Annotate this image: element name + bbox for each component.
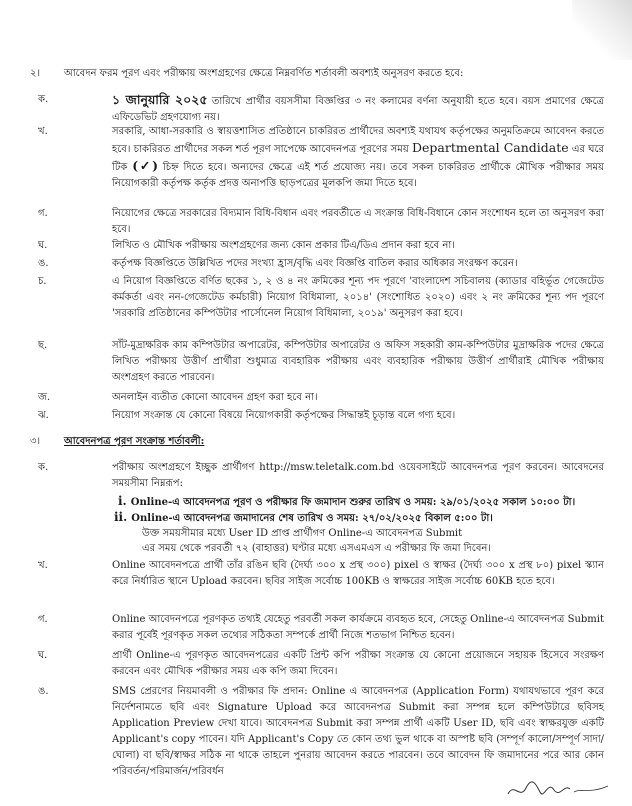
clause-marker: ঙ. (38, 686, 49, 697)
clause-2-gha (38, 238, 604, 254)
clause-2-kha (38, 124, 604, 192)
deadline-end-label: Online-এ আবেদনপত্র জমাদানের শেষ তারিখ ও সময়: (131, 513, 359, 524)
section-3-heading (30, 434, 604, 450)
clause-2-jha (38, 408, 604, 424)
clause-marker: খ. (38, 560, 48, 571)
signature-stroke (504, 774, 614, 802)
deadline-start-label: Online-এ আবেদনপত্র পূরণ ও পরীক্ষার ফি জমাদান শুরুর তারিখ ও সময়: (130, 497, 437, 508)
clause-marker: ছ. (38, 340, 48, 351)
clause-text: Online আবেদনপত্রে প্রার্থী তাঁর রঙিন ছবি (দৈর্ঘ্য ৩০০ x প্রস্থ ৩০০) pixel ও স্বাক্ষর (দৈর্ঘ্য ৩০০ x প্রস্থ ৮০) pixel স্ক্যান করে নির্ধারিত স্থানে Upload করবেন। ছবির সাইজ সর্বোচ্চ 100KB ও স্বাক্ষরের সাইজ সর্বোচ্চ 60KB হতে হবে। (112, 560, 604, 587)
clause-marker: ঘ. (38, 240, 48, 251)
clause-text: তারিখে প্রার্থীর বয়সসীমা বিজ্ঞপ্তির ৩ নং কলামের বর্ণনা অনুযায়ী হতে হবে। বয়স প্রমাণের ক্ষেত্রে এফিডেভিট গ্রহণযোগ্য নয়। (112, 96, 604, 123)
deadline-end-value: ২৭/০২/২০২৫ বিকাল ৫:০০ টা। (358, 513, 493, 524)
tick-mark: (✓) (132, 158, 159, 173)
section-2-heading (30, 66, 604, 82)
clause-3-kha (38, 558, 604, 590)
clause-3-gha (38, 648, 604, 680)
clause-text: কর্তৃপক্ষ বিজ্ঞপ্তিতে উল্লিখিত পদের সংখ্যা হ্রাস/বৃদ্ধি এবং বিজ্ঞপ্তি বাতিল করার অধিকার সংরক্ষণ করেন। (112, 258, 518, 269)
section-3-number: ৩। (30, 436, 41, 447)
clause-marker: খ. (38, 126, 48, 137)
roman-ii: ii. (114, 510, 128, 524)
clause-2-ja (38, 390, 604, 406)
clause-marker: গ. (38, 208, 48, 219)
application-website-url: http://msw.teletalk.com.bd (259, 462, 394, 473)
section-3-title: আবেদনপত্র পূরণ সংক্রান্ত শর্তাবলী: (64, 436, 205, 447)
deadline-note-2: এর সময় থেকে পরবর্তী ৭২ (বাহাত্তর) ঘণ্টার মধ্যে এসএমএস এ পরীক্ষার ফি জমা দিবেন। (142, 543, 491, 554)
clause-marker: জ. (38, 392, 51, 403)
deadline-start-value: ২৯/০১/২০২৫ সকাল ১০:০০ টা। (436, 497, 576, 508)
clause-text: এ নিয়োগ বিজ্ঞপ্তিতে বর্ণিত ছকের ১, ২ ও ৪ নং ক্রমিকের শূন্য পদ পূরণে 'বাংলাদেশ সচিবালয় (ক্যাডার বহির্ভূত গেজেটেড কর্মকর্তা এবং নন-গেজেটেড কর্মচারী) নিয়োগ বিধিমালা, ২০১৪' (সংশোধিত ২০২০) এবং ২ নং ক্রমিকের শূন্য পদ পূরণে 'সরকারি প্রতিষ্ঠানের কম্পিউটার পার্সোনেল নিয়োগ বিধিমালা, ২০১৯' অনুসরণ করা হবে। (112, 276, 604, 319)
age-reference-date: ১ জানুয়ারি ২০২৫ (112, 92, 208, 107)
clause-text: এর ঘরে টিক (112, 144, 604, 173)
clause-text: পরীক্ষায় অংশগ্রহণে ইচ্ছুক প্রার্থীগণ (112, 462, 260, 473)
clause-marker: ঘ. (38, 650, 48, 661)
clause-text: SMS প্রেরণের নিয়মাবলী ও পরীক্ষার ফি প্রদান: Online এ আবেদনপত্র (Application Form) যথাযথভাবে পূরণ করে নির্দেশনামতে ছবি এবং Signature Upload করে আবেদনপত্র Submit করা সম্পন্ন হলে কম্পিউটারে ছবিসহ Application Preview দেখা যাবে। আবেদনপত্র Submit করা সম্পন্ন প্রার্থী একটি User ID, ছবি এবং স্বাক্ষরযুক্ত একটি Applicant's copy পাবেন। যদি Applicant's Copy তে কোন তথ্য ভুল থাকে বা অস্পষ্ট ছবি (সম্পূর্ণ কালো/সম্পূর্ণ সাদা/ঘোলা) বা ছবি/স্বাক্ষর সঠিক না থাকে তাহলে পুনরায় আবেদন করতে পারবেন। তবে আবেদন ফি জমাদানের পরে আর কোন পরিবর্তন/পরিমার্জন/পরিবর্ধন (112, 686, 604, 777)
clause-text: নিয়োগের ক্ষেত্রে সরকারের বিদ্যমান বিধি-বিধান এবং পরবর্তীতে এ সংক্রান্ত বিধি-বিধানে কোন সংশোধন হলে তা অনুসরণ করা হবে। (112, 208, 604, 235)
clause-text: Online আবেদনপত্রে পূরণকৃত তথ্যই যেহেতু পরবর্তী সকল কার্যক্রমে ব্যবহৃত হবে, সেহেতু Online-এ আবেদনপত্র Submit করার পূর্বেই পূরণকৃত সকল তথ্যের সঠিকতা সম্পর্কে প্রার্থী নিজে শতভাগ নিশ্চিত হবেন। (112, 614, 604, 641)
clause-2-uma (38, 256, 604, 272)
page-edge-shadow (572, 0, 632, 60)
clause-text: প্রার্থী Online-এ পূরণকৃত আবেদনপত্রের একটি প্রিন্ট কপি পরীক্ষা সংক্রান্ত যে কোনো প্রয়োজনে সহায়ক হিসেবে সংরক্ষণ করবেন এবং মৌখিক পরীক্ষার সময় এক কপি জমা দিবেন। (112, 650, 604, 677)
clause-marker: চ. (38, 276, 47, 287)
clause-2-ka (38, 92, 604, 126)
deadline-start (118, 494, 575, 510)
clause-text: সাঁট-মুদ্রাক্ষরিক কাম কম্পিউটার অপারেটর, কম্পিউটার অপারেটর ও অফিস সহকারী কাম-কম্পিউটার মুদ্রাক্ষরিক পদের ক্ষেত্রে লিখিত পরীক্ষায় উত্তীর্ণ প্রার্থীরা শুধুমাত্র ব্যবহারিক পরীক্ষায় এবং ব্যবহারিক পরীক্ষায় উত্তীর্ণ প্রার্থীরাই মৌখিক পরীক্ষায় অংশগ্রহণ করতে পারবেন। (112, 340, 604, 383)
clause-text: ওয়েবসাইটে আবেদনপত্র পূরণ করবেন। আবেদনের সময়সীমা নিম্নরূপ: (112, 462, 604, 489)
deadline-end (114, 510, 493, 526)
clause-marker: ক. (38, 94, 49, 105)
deadline-note-1: উক্ত সময়সীমার মধ্যে User ID প্রাপ্ত প্রার্থীগণ Online-এ আবেদনপত্র Submit (142, 528, 463, 539)
clause-text: নিয়োগ সংক্রান্ত যে কোনো বিষয়ে নিয়োগকারী কর্তৃপক্ষের সিদ্ধান্তই চূড়ান্ত বলে গণ্য হবে। (112, 410, 456, 421)
clause-marker: ক. (38, 462, 49, 473)
clause-text: লিখিত ও মৌখিক পরীক্ষায় অংশগ্রহণের জন্য কোন প্রকার টিএ/ডিএ প্রদান করা হবে না। (112, 240, 455, 251)
clause-2-ga (38, 206, 604, 238)
clause-2-cha (38, 274, 604, 322)
clause-text: অনলাইন ব্যতীত কোনো আবেদন গ্রহণ করা হবে না। (112, 392, 318, 403)
clause-text: চিহ্ন দিতে হবে। অন্যদের ক্ষেত্রে এই শর্ত প্রযোজ্য নয়। তবে সকল চাকরিরত প্রার্থীকে মৌখিক পরীক্ষার সময় নিয়োগকারী কর্তৃপক্ষ কর্তৃক প্রদত্ত অনাপত্তি ছাড়পত্রের মূলকপি জমা দিতে হবে। (112, 162, 604, 189)
section-2-number: ২। (30, 68, 41, 79)
clause-3-ka (38, 460, 604, 492)
clause-marker: ঝ. (38, 410, 49, 421)
departmental-candidate-term: Departmental Candidate (412, 140, 569, 155)
handwritten-signature (504, 774, 614, 802)
clause-3-uma (38, 684, 604, 780)
clause-marker: ঙ. (38, 258, 49, 269)
clause-marker: গ. (38, 614, 48, 625)
clause-text: সরকারি, আধা-সরকারি ও স্বায়ত্তশাসিত প্রতিষ্ঠানে চাকরিরত প্রার্থীদের অবশ্যই যথাযথ কর্তৃপক্ষের অনুমতিক্রমে আবেদন করতে হবে। চাকরিরত প্রার্থীদের সকল শর্ত পূরণ সাপেক্ষে আবেদনপত্র পূরণের সময় (112, 126, 604, 155)
roman-i: i. (118, 494, 127, 508)
clause-3-ga (38, 612, 604, 644)
section-2-title: আবেদন ফরম পূরণ এবং পরীক্ষায় অংশগ্রহণের ক্ষেত্রে নিম্নবর্ণিত শর্তাবলী অবশ্যই অনুসরণ করতে হবে: (64, 68, 464, 79)
clause-2-chha (38, 338, 604, 386)
